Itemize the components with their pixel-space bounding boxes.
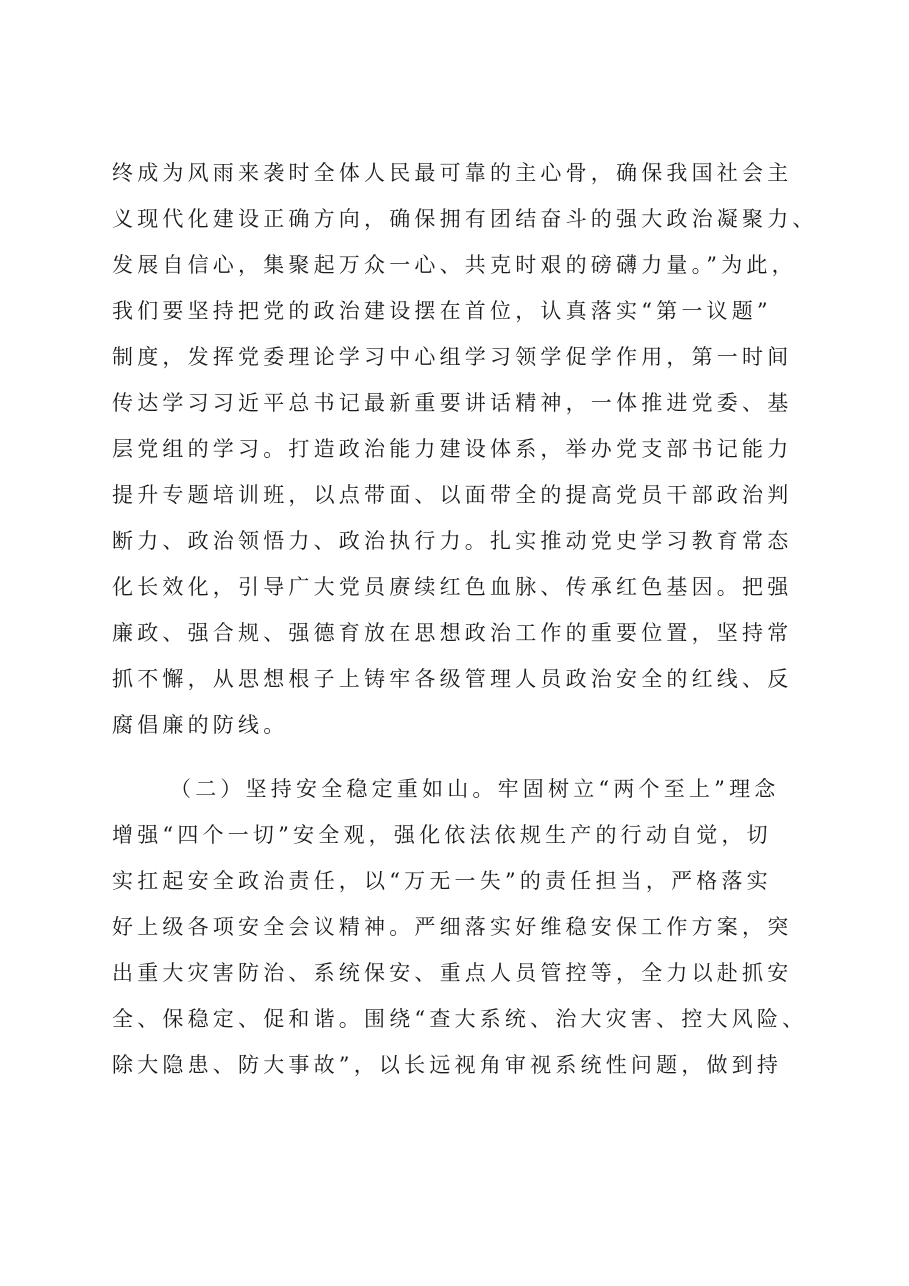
text-line: 廉政、强合规、强德育放在思想政治工作的重要位置，坚持常 <box>112 621 793 645</box>
paragraph-section-two <box>112 766 812 1088</box>
text-line: 出重大灾害防治、系统保安、重点人员管控等，全力以赴抓安 <box>112 961 793 985</box>
text-line: 化长效化，引导广大党员赓续红色血脉、传承红色基因。把强 <box>112 575 793 599</box>
section-heading-line: （二）坚持安全稳定重如山。牢固树立“两个至上”理念 <box>170 777 780 801</box>
text-line: 我们要坚持把党的政治建设摆在首位，认真落实“第一议题” <box>112 299 772 323</box>
text-line: 终成为风雨来袭时全体人民最可靠的主心骨，确保我国社会主 <box>112 161 793 185</box>
text-line: 增强“四个一切”安全观，强化依法依规生产的行动自觉，切 <box>112 823 772 847</box>
document-body <box>112 150 818 1088</box>
text-line: 好上级各项安全会议精神。严细落实好维稳安保工作方案，突 <box>112 915 793 939</box>
text-line: 义现代化建设正确方向，确保拥有团结奋斗的强大政治凝聚力、 <box>112 207 818 231</box>
text-line: 全、保稳定、促和谐。围绕“查大系统、治大灾害、控大风险、 <box>112 1007 808 1031</box>
paragraph-continuation <box>112 150 818 748</box>
text-line: 抓不懈，从思想根子上铸牢各级管理人员政治安全的红线、反 <box>112 667 793 691</box>
text-line: 断力、政治领悟力、政治执行力。扎实推动党史学习教育常态 <box>112 529 793 553</box>
text-line: 除大隐患、防大事故”，以长远视角审视系统性问题，做到持 <box>112 1053 783 1077</box>
text-line: 层党组的学习。打造政治能力建设体系，举办党支部书记能力 <box>112 437 793 461</box>
text-line: 发展自信心，集聚起万众一心、共克时艰的磅礴力量。”为此， <box>112 253 797 277</box>
text-line: 提升专题培训班，以点带面、以面带全的提高党员干部政治判 <box>112 483 793 507</box>
text-line: 实扛起安全政治责任，以“万无一失”的责任担当，严格落实 <box>112 869 772 893</box>
text-line: 传达学习习近平总书记最新重要讲话精神，一体推进党委、基 <box>112 391 793 415</box>
text-line: 腐倡廉的防线。 <box>112 713 289 737</box>
text-line: 制度，发挥党委理论学习中心组学习领学促学作用，第一时间 <box>112 345 793 369</box>
